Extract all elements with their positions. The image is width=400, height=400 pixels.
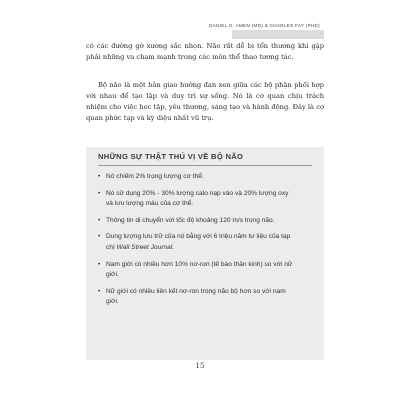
fact-text: Nó chiếm 2% trọng lượng cơ thể. (106, 173, 204, 180)
bullet-icon: • (98, 260, 101, 268)
fact-text (106, 233, 290, 251)
bullet-icon: • (98, 189, 101, 197)
fact-item (98, 189, 294, 210)
facts-title: NHỮNG SỰ THẬT THÚ VỊ VỀ BỘ NÃO (98, 152, 244, 161)
fact-text: Nữ giới có nhiều liên kết nơ-ron trong não bộ hơn so với nam giới. (106, 287, 286, 306)
page-number: 15 (195, 362, 205, 370)
fact-item (98, 260, 294, 281)
facts-divider (98, 165, 312, 166)
body-paragraph-1: có các đường gờ xương sắc nhọn. Não rất dễ bị tổn thương khi gặp phải những va chạm mạnh trong các môn thể thao tương tác. (86, 42, 324, 61)
bullet-icon: • (98, 216, 101, 224)
running-header-title: DANIEL G. AMEN (MD) & CHARLES FAY (PHD) (209, 23, 320, 28)
fact-item (98, 232, 294, 253)
bullet-icon: • (98, 287, 101, 295)
fact-item (98, 172, 294, 183)
fact-item (98, 287, 294, 308)
facts-list (98, 172, 294, 314)
body-paragraph-2: Bộ não là một bản giao hưởng đan xen giữa các bộ phận phối hợp với nhau để tạo lập và duy trì sự sống. Nó là cơ quan chịu trách nhiệm cho việc học tập, yêu thương, sáng tạo và hành động. Đây là cơ quan phức tạp và kỳ diệu nhất vũ trụ. (86, 81, 324, 122)
fact-text: Nam giới có nhiều hơn 10% nơ-ron (tế bào thần kinh) so với nữ giới. (106, 260, 293, 279)
bullet-icon: • (98, 233, 101, 241)
bullet-icon: • (98, 173, 101, 180)
fact-item (98, 216, 294, 227)
fact-text: Nó sử dụng 20% - 30% lượng calo nạp vào và 20% lượng oxy và lưu lượng máu của cơ thể. (106, 189, 289, 208)
publication-title: Wall Street Journal (116, 243, 173, 251)
fact-text-lead: Dung lượng lưu trữ của nó bằng với 6 triệu năm tư liệu của tạp chí (106, 233, 291, 251)
running-header-band (232, 30, 324, 39)
fact-text-end: . (172, 243, 175, 251)
fact-text: Thông tin di chuyển với tốc độ khoảng 120 m/s trong não. (106, 216, 275, 224)
